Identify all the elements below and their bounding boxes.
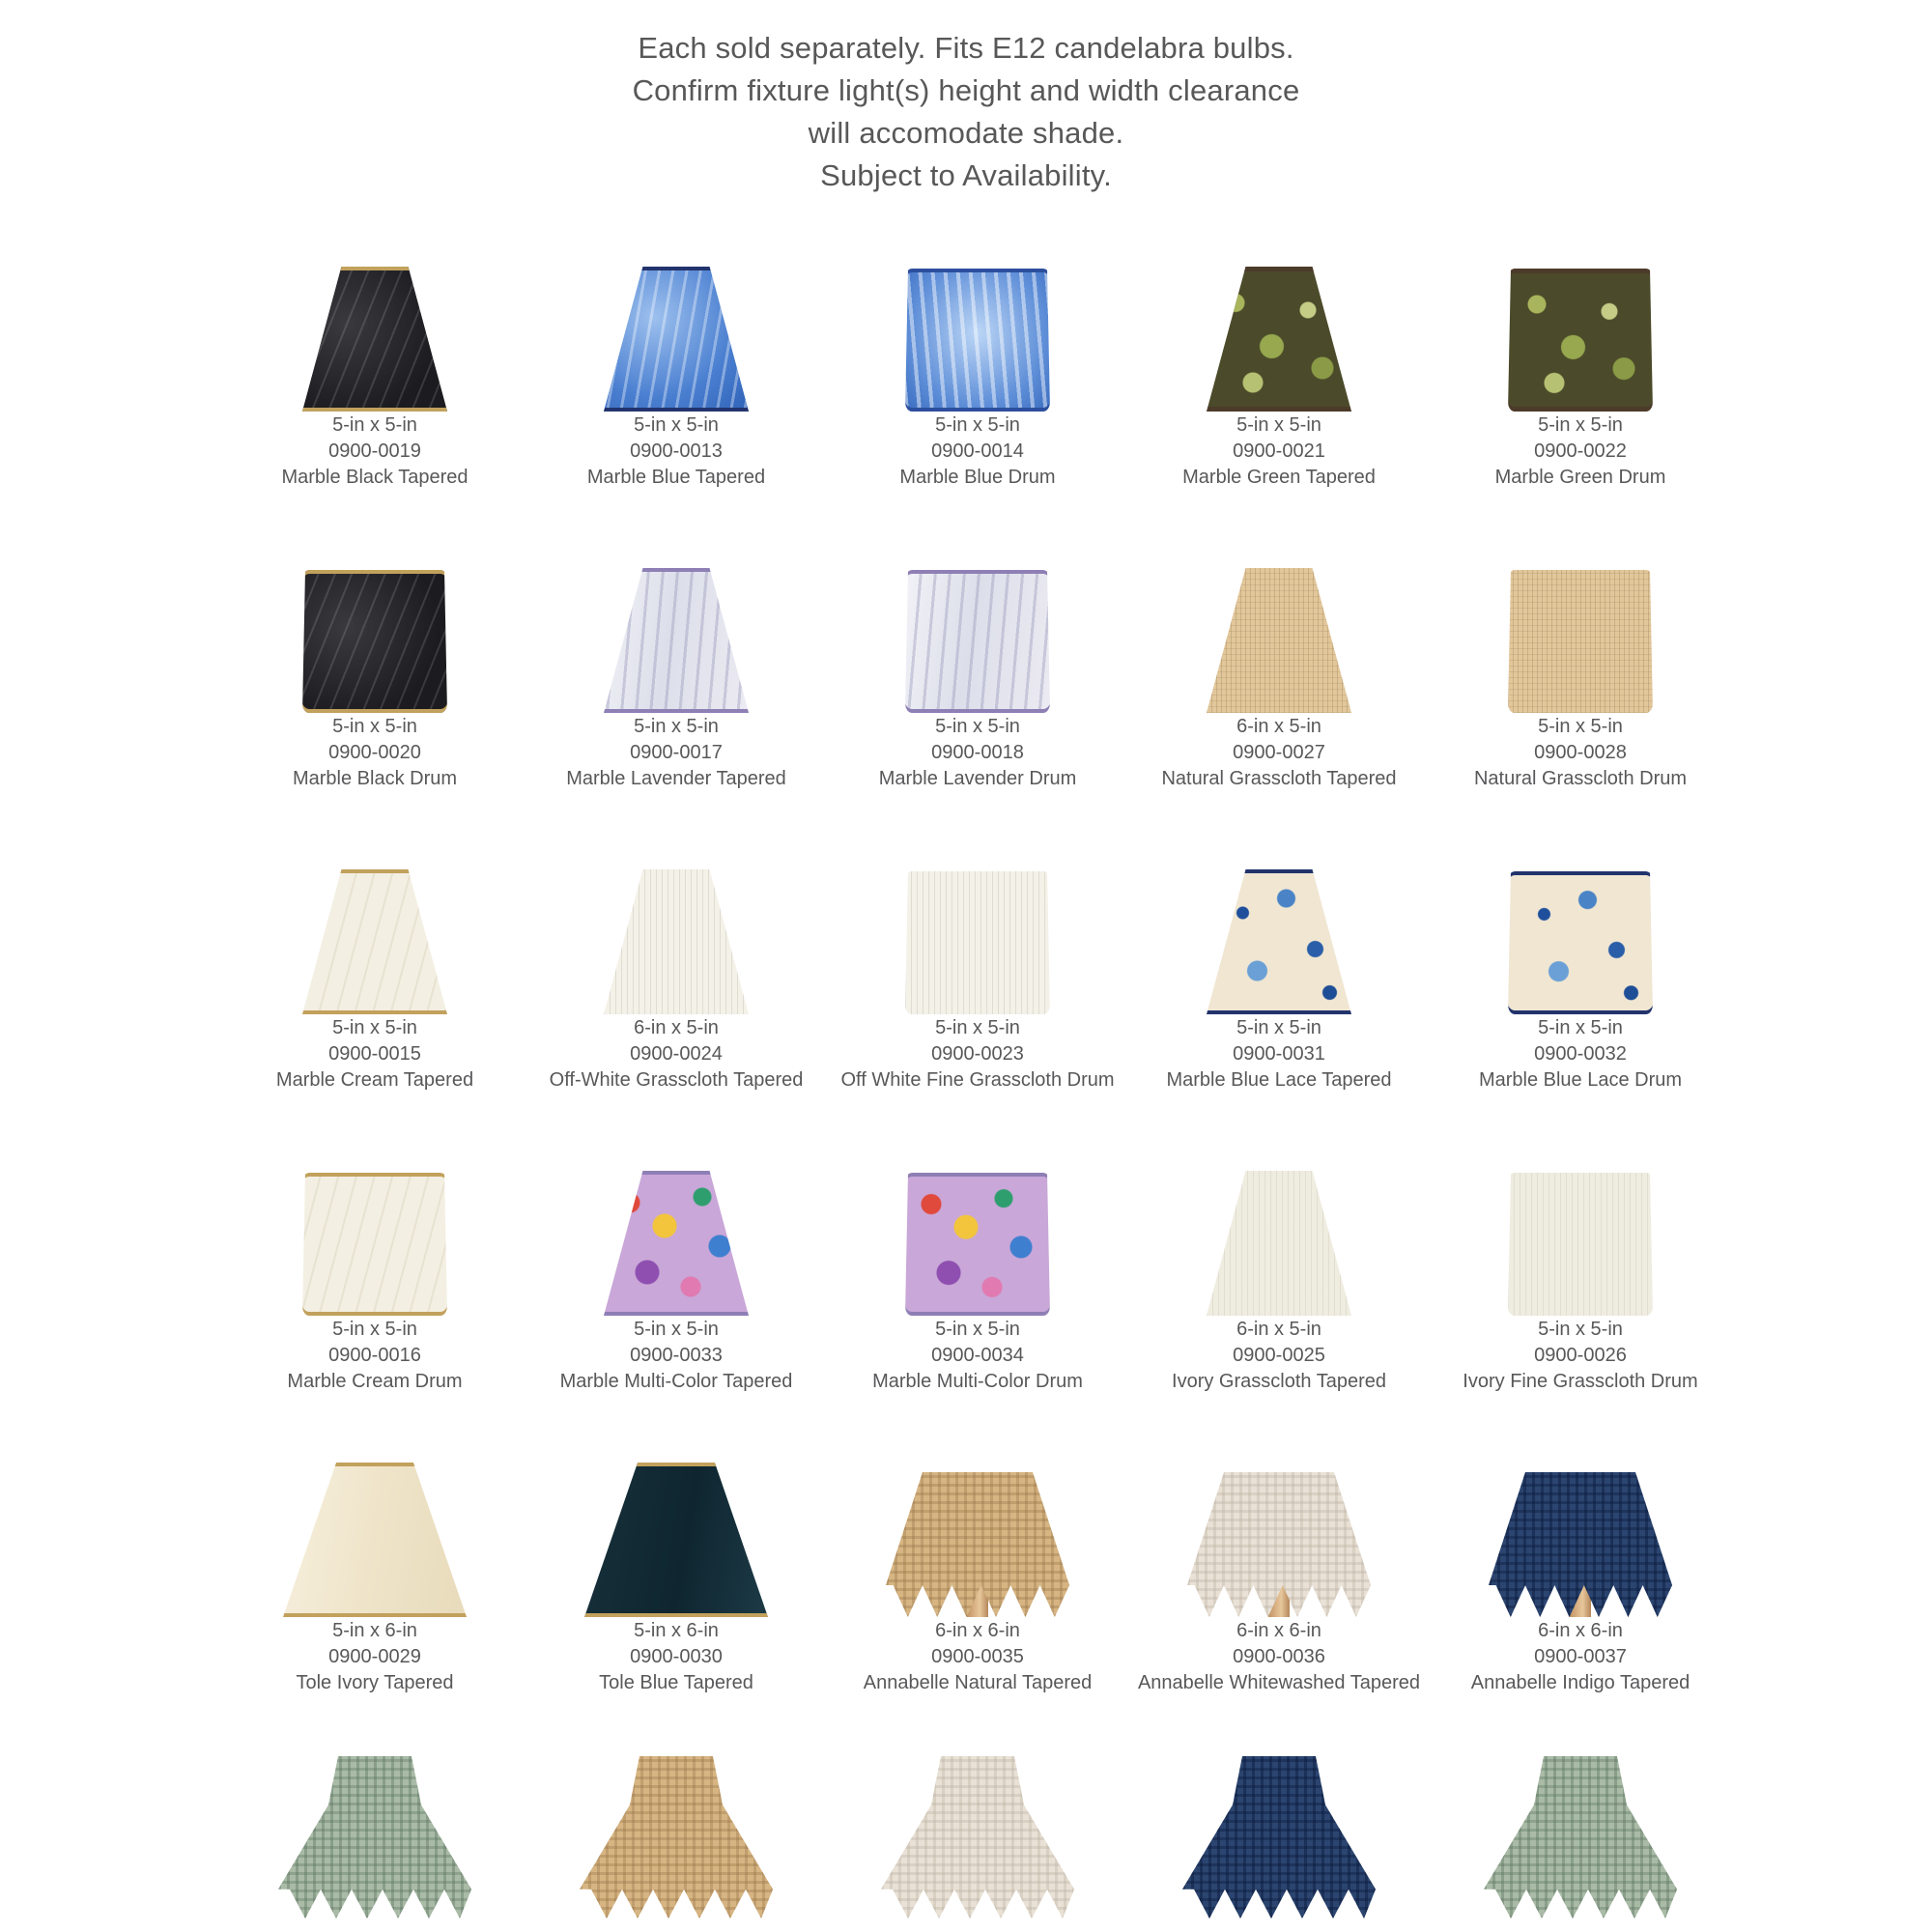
lamp-shade-image — [827, 197, 1128, 412]
product-size: 5-in x 5-in — [1236, 414, 1321, 436]
product-sku: 0900-0029 — [328, 1646, 421, 1667]
product-caption — [1128, 1618, 1430, 1696]
lamp-shade-image — [1128, 498, 1430, 713]
product-sku: 0900-0023 — [931, 1043, 1024, 1065]
product-sku: 0900-0016 — [328, 1345, 421, 1366]
lamp-shade-image — [1430, 1704, 1731, 1918]
product-caption — [1430, 714, 1731, 792]
product-caption — [1128, 1317, 1430, 1395]
product-size: 5-in x 5-in — [332, 716, 417, 737]
product-caption — [827, 1618, 1128, 1696]
product-size: 5-in x 5-in — [935, 1319, 1020, 1340]
product-cell[interactable] — [827, 792, 1128, 1094]
product-sku: 0900-0037 — [1534, 1646, 1627, 1667]
lamp-shade-image — [827, 1403, 1128, 1617]
product-name: Marble Black Tapered — [281, 467, 469, 488]
product-sku: 0900-0018 — [931, 742, 1024, 763]
product-sku: 0900-0014 — [931, 440, 1024, 462]
product-caption — [224, 1317, 526, 1395]
shade-0900-0026 — [1508, 1173, 1653, 1316]
product-name: Marble Green Tapered — [1182, 467, 1376, 488]
product-sku: 0900-0027 — [1233, 742, 1325, 763]
product-name: Marble Green Drum — [1494, 467, 1666, 488]
shade-0900-0015 — [302, 869, 447, 1014]
product-row — [224, 792, 1731, 1094]
product-caption — [224, 714, 526, 792]
shade-partial — [881, 1756, 1074, 1918]
shade-0900-0014 — [905, 269, 1050, 412]
lamp-shade-image — [1128, 1704, 1430, 1918]
product-size: 5-in x 5-in — [1538, 1319, 1623, 1340]
shade-0900-0032 — [1508, 871, 1653, 1014]
header-line-1: Each sold separately. Fits E12 candelabra bulbs. — [638, 31, 1294, 65]
product-sku: 0900-0013 — [630, 440, 723, 462]
product-size: 6-in x 6-in — [935, 1620, 1020, 1641]
lamp-shade-image — [224, 800, 526, 1014]
product-sku: 0900-0035 — [931, 1646, 1024, 1667]
product-caption — [526, 1317, 827, 1395]
product-name: Marble Cream Drum — [287, 1371, 463, 1392]
product-size: 5-in x 6-in — [634, 1620, 719, 1641]
lamp-shade-image — [827, 1704, 1128, 1918]
shade-0900-0030 — [584, 1463, 768, 1617]
lamp-shade-image — [1430, 1101, 1731, 1316]
product-cell[interactable] — [224, 1094, 526, 1395]
product-size: 5-in x 5-in — [1538, 716, 1623, 737]
lamp-shade-image — [224, 1403, 526, 1617]
product-name: Annabelle Whitewashed Tapered — [1137, 1672, 1421, 1693]
product-caption — [224, 412, 526, 491]
product-size: 6-in x 5-in — [1236, 716, 1321, 737]
product-caption — [827, 714, 1128, 792]
header-line-4: Subject to Availability. — [820, 158, 1112, 192]
product-size: 5-in x 5-in — [1236, 1017, 1321, 1038]
lamp-shade-image — [827, 800, 1128, 1014]
header-line-3: will accomodate shade. — [808, 116, 1124, 150]
lamp-shade-image — [526, 498, 827, 713]
product-size: 5-in x 6-in — [332, 1620, 417, 1641]
product-name: Annabelle Natural Tapered — [863, 1672, 1093, 1693]
product-cell[interactable] — [1430, 1696, 1731, 1918]
product-name: Marble Multi-Color Drum — [872, 1371, 1083, 1392]
product-name: Marble Blue Tapered — [586, 467, 766, 488]
shade-0900-0028 — [1508, 570, 1653, 713]
product-caption — [526, 1015, 827, 1094]
lamp-shade-image — [526, 800, 827, 1014]
product-caption — [1430, 1015, 1731, 1094]
product-cell[interactable] — [827, 1696, 1128, 1918]
product-caption — [827, 1015, 1128, 1094]
shade-0900-0022 — [1508, 269, 1653, 412]
product-cell[interactable] — [827, 1395, 1128, 1696]
product-cell[interactable] — [1430, 792, 1731, 1094]
shade-0900-0020 — [302, 570, 447, 713]
product-cell[interactable] — [526, 1696, 827, 1918]
product-size: 5-in x 5-in — [935, 716, 1020, 737]
product-cell[interactable] — [1128, 1094, 1430, 1395]
product-caption — [224, 1015, 526, 1094]
product-caption — [827, 412, 1128, 491]
product-cell[interactable] — [526, 189, 827, 491]
product-name: Ivory Fine Grasscloth Drum — [1463, 1371, 1698, 1392]
product-name: Marble Blue Lace Tapered — [1166, 1069, 1392, 1091]
product-name: Marble Lavender Drum — [878, 768, 1077, 789]
product-name: Natural Grasscloth Drum — [1473, 768, 1688, 789]
product-cell[interactable] — [1128, 792, 1430, 1094]
product-cell[interactable] — [224, 1696, 526, 1918]
lamp-shade-image — [1128, 197, 1430, 412]
shade-0900-0029 — [283, 1463, 467, 1617]
lamp-shade-image — [224, 197, 526, 412]
lamp-shade-image — [526, 197, 827, 412]
shade-0900-0019 — [302, 267, 447, 412]
lamp-shade-image — [1430, 1403, 1731, 1617]
product-row — [224, 491, 1731, 792]
product-cell[interactable] — [526, 1395, 827, 1696]
product-caption — [1430, 1618, 1731, 1696]
product-name: Tole Ivory Tapered — [296, 1672, 454, 1693]
product-cell[interactable] — [1128, 1395, 1430, 1696]
product-sku: 0900-0028 — [1534, 742, 1627, 763]
product-sku: 0900-0036 — [1233, 1646, 1325, 1667]
product-caption — [1128, 412, 1430, 491]
product-cell[interactable] — [1430, 1094, 1731, 1395]
product-name: Tole Blue Tapered — [599, 1672, 753, 1693]
product-sku: 0900-0025 — [1233, 1345, 1325, 1366]
shade-0900-0034 — [905, 1173, 1050, 1316]
shade-0900-0018 — [905, 570, 1050, 713]
product-cell[interactable] — [526, 491, 827, 792]
product-cell[interactable] — [1430, 189, 1731, 491]
lamp-shade-image — [224, 1101, 526, 1316]
product-name: Marble Black Drum — [292, 768, 458, 789]
product-caption — [224, 1618, 526, 1696]
shade-0900-0031 — [1207, 869, 1351, 1014]
product-cell[interactable] — [526, 1094, 827, 1395]
product-caption — [526, 1618, 827, 1696]
product-caption — [526, 412, 827, 491]
page-header — [0, 27, 1932, 197]
product-size: 6-in x 6-in — [1538, 1620, 1623, 1641]
shade-0900-0017 — [604, 568, 749, 713]
shade-0900-0023 — [905, 871, 1050, 1014]
lamp-shade-image — [224, 498, 526, 713]
lamp-shade-image — [827, 498, 1128, 713]
lamp-shade-image — [526, 1704, 827, 1918]
product-sku: 0900-0019 — [328, 440, 421, 462]
product-sku: 0900-0032 — [1534, 1043, 1627, 1065]
product-caption — [1430, 412, 1731, 491]
product-name: Marble Lavender Tapered — [566, 768, 786, 789]
product-size: 5-in x 5-in — [1538, 414, 1623, 436]
product-sku: 0900-0033 — [630, 1345, 723, 1366]
product-caption — [1430, 1317, 1731, 1395]
product-sku: 0900-0020 — [328, 742, 421, 763]
shade-partial — [1484, 1756, 1677, 1918]
product-sku: 0900-0031 — [1233, 1043, 1325, 1065]
product-caption — [526, 714, 827, 792]
lamp-shade-image — [827, 1101, 1128, 1316]
product-cell[interactable] — [827, 491, 1128, 792]
product-caption — [1128, 1015, 1430, 1094]
product-sku: 0900-0034 — [931, 1345, 1024, 1366]
product-row — [224, 189, 1731, 491]
product-name: Off-White Grasscloth Tapered — [549, 1069, 804, 1091]
product-size: 5-in x 5-in — [1538, 1017, 1623, 1038]
product-sku: 0900-0015 — [328, 1043, 421, 1065]
product-cell[interactable] — [224, 491, 526, 792]
product-row — [224, 1395, 1731, 1696]
product-sku: 0900-0017 — [630, 742, 723, 763]
product-cell[interactable] — [827, 1094, 1128, 1395]
product-cell[interactable] — [224, 1395, 526, 1696]
header-line-2: Confirm fixture light(s) height and width clearance — [632, 73, 1300, 107]
product-size: 6-in x 5-in — [634, 1017, 719, 1038]
product-size: 6-in x 6-in — [1236, 1620, 1321, 1641]
product-name: Natural Grasscloth Tapered — [1161, 768, 1397, 789]
product-cell[interactable] — [224, 792, 526, 1094]
product-caption — [1128, 714, 1430, 792]
product-row — [224, 1094, 1731, 1395]
product-cell[interactable] — [1128, 1696, 1430, 1918]
lamp-shade-image — [224, 1704, 526, 1918]
product-name: Ivory Grasscloth Tapered — [1172, 1371, 1386, 1392]
lamp-shade-image — [1128, 1403, 1430, 1617]
shade-0900-0021 — [1207, 267, 1351, 412]
product-sku: 0900-0022 — [1534, 440, 1627, 462]
product-size: 5-in x 5-in — [634, 716, 719, 737]
product-cell[interactable] — [224, 189, 526, 491]
shade-partial — [580, 1756, 773, 1918]
product-size: 5-in x 5-in — [332, 1017, 417, 1038]
product-size: 5-in x 5-in — [935, 414, 1020, 436]
product-size: 5-in x 5-in — [332, 1319, 417, 1340]
product-cell[interactable] — [526, 792, 827, 1094]
shade-0900-0027 — [1207, 568, 1351, 713]
product-cell[interactable] — [1430, 491, 1731, 792]
product-name: Marble Blue Drum — [899, 467, 1056, 488]
product-size: 5-in x 5-in — [935, 1017, 1020, 1038]
product-caption — [827, 1317, 1128, 1395]
product-size: 5-in x 5-in — [332, 414, 417, 436]
product-cell[interactable] — [1128, 491, 1430, 792]
lamp-shade-image — [1128, 1101, 1430, 1316]
lamp-shade-image — [526, 1403, 827, 1617]
product-name: Annabelle Indigo Tapered — [1470, 1672, 1690, 1693]
shade-0900-0013 — [604, 267, 749, 412]
product-name: Marble Cream Tapered — [275, 1069, 474, 1091]
product-size: 5-in x 5-in — [634, 1319, 719, 1340]
product-grid — [224, 189, 1731, 1918]
shade-0900-0033 — [604, 1171, 749, 1316]
product-size: 5-in x 5-in — [634, 414, 719, 436]
product-name: Off White Fine Grasscloth Drum — [840, 1069, 1115, 1091]
product-size: 6-in x 5-in — [1236, 1319, 1321, 1340]
shade-0900-0025 — [1207, 1171, 1351, 1316]
product-cell[interactable] — [1430, 1395, 1731, 1696]
shade-partial — [278, 1756, 471, 1918]
product-sku: 0900-0026 — [1534, 1345, 1627, 1366]
product-sku: 0900-0021 — [1233, 440, 1325, 462]
lamp-shade-image — [1430, 800, 1731, 1014]
product-cell[interactable] — [1128, 189, 1430, 491]
shade-0900-0024 — [604, 869, 749, 1014]
lamp-shade-image — [1430, 498, 1731, 713]
product-sku: 0900-0030 — [630, 1646, 723, 1667]
product-name: Marble Multi-Color Tapered — [559, 1371, 793, 1392]
lamp-shade-image — [526, 1101, 827, 1316]
product-name: Marble Blue Lace Drum — [1478, 1069, 1683, 1091]
lamp-shade-image — [1430, 197, 1731, 412]
product-sku: 0900-0024 — [630, 1043, 723, 1065]
product-row-partial — [224, 1696, 1731, 1918]
shade-partial — [1182, 1756, 1376, 1918]
product-cell[interactable] — [827, 189, 1128, 491]
shade-0900-0016 — [302, 1173, 447, 1316]
lamp-shade-image — [1128, 800, 1430, 1014]
